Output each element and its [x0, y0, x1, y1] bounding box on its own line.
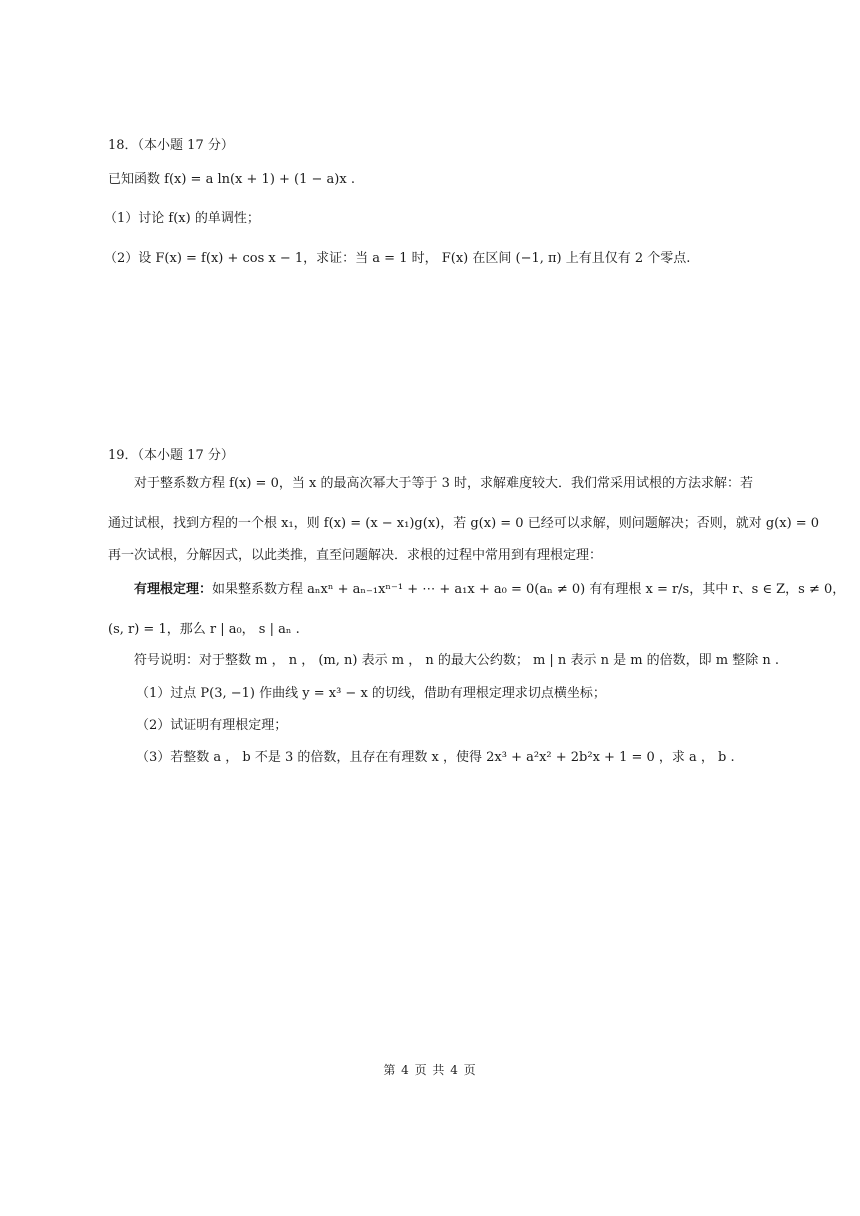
q18-part2: （2）设 F(x) = f(x) + cos x − 1，求证：当 a = 1 时， F(x) 在区间 (−1, π) 上有且仅有 2 个零点. [104, 251, 691, 266]
q18-stem: 已知函数 f(x) = a ln(x + 1) + (1 − a)x . [108, 172, 355, 187]
q19-part3: （3）若整数 a ， b 不是 3 的倍数，且存在有理数 x ，使得 2x³ + a²x² + 2b²x + 1 = 0 ，求 a ， b . [136, 750, 735, 765]
q18-header: 18．（本小题 17 分） [108, 138, 234, 153]
q18-part1: （1）讨论 f(x) 的单调性； [104, 211, 260, 226]
q19-part2: （2）试证明有理根定理； [136, 718, 288, 733]
q19-theorem-continued: (s, r) = 1，那么 r | a₀， s | aₙ . [108, 622, 300, 637]
q19-paragraph-1: 对于整系数方程 f(x) = 0，当 x 的最高次幂大于等于 3 时，求解难度较大．我们常采用试根的方法求解：若 [134, 476, 753, 491]
q19-paragraph-2: 通过试根，找到方程的一个根 x₁，则 f(x) = (x − x₁)g(x)，若 g(x) = 0 已经可以求解，则问题解决；否则，就对 g(x) = 0 [108, 516, 820, 531]
q19-notation: 符号说明：对于整数 m ， n ， (m, n) 表示 m ， n 的最大公约数； m | n 表示 n 是 m 的倍数，即 m 整除 n . [134, 653, 780, 668]
q19-theorem [134, 580, 845, 600]
theorem-text: 如果整系数方程 aₙxⁿ + aₙ₋₁xⁿ⁻¹ + ⋯ + a₁x + a₀ = 0(aₙ ≠ 0) 有有理根 x = r/s，其中 r、s ∈ Z，s ≠ 0， [212, 582, 846, 597]
q19-header: 19．（本小题 17 分） [108, 448, 234, 463]
theorem-label: 有理根定理： [134, 582, 213, 597]
page-footer: 第 4 页 共 4 页 [383, 1063, 477, 1077]
q19-part1: （1）过点 P(3, −1) 作曲线 y = x³ − x 的切线，借助有理根定理求切点横坐标； [136, 686, 606, 701]
q19-paragraph-3: 再一次试根，分解因式，以此类推，直至问题解决．求根的过程中常用到有理根定理： [108, 548, 603, 563]
